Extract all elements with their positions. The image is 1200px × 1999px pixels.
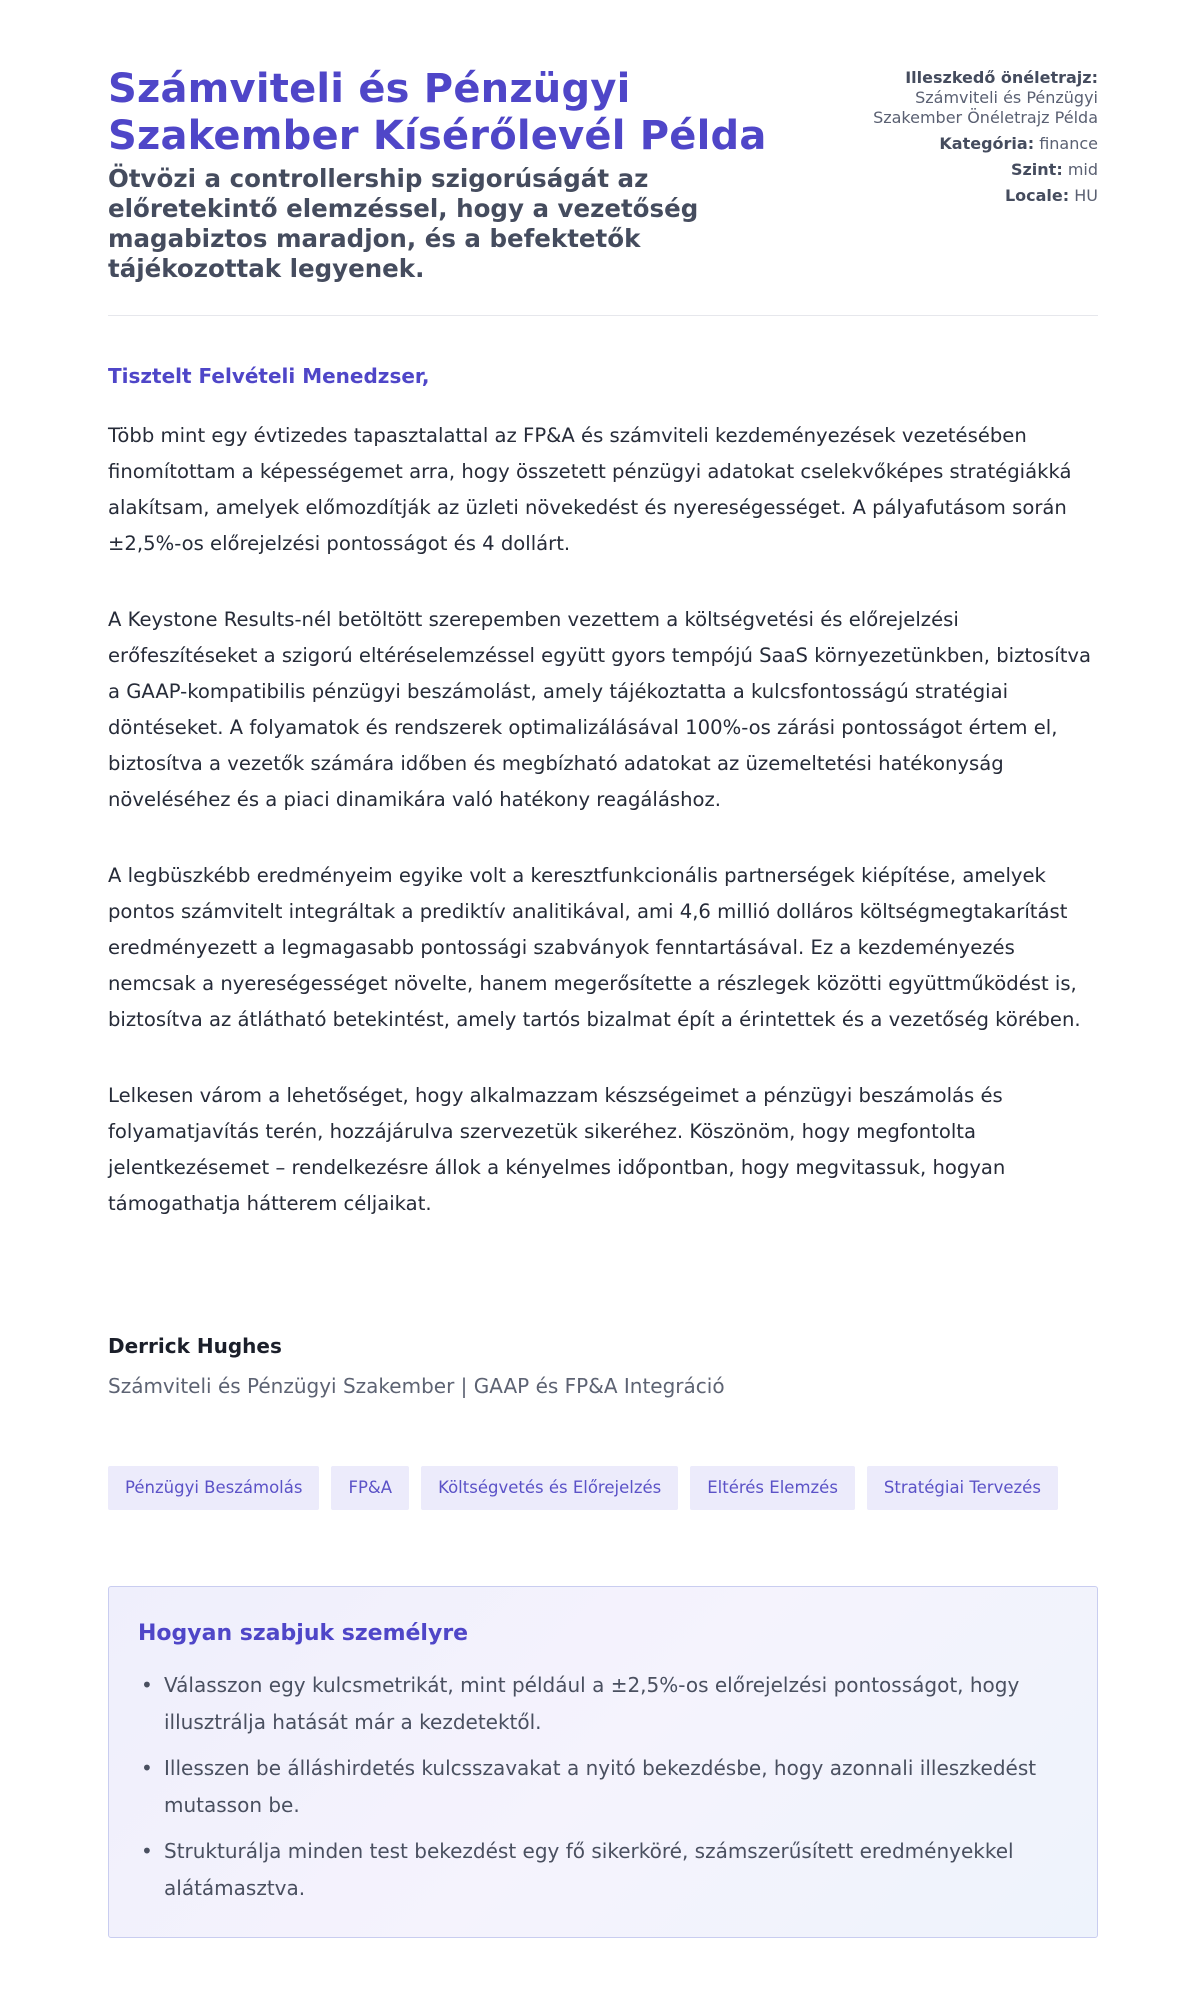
cover-letter-page	[108, 0, 1098, 1900]
letter-paragraph: A Keystone Results-nél betöltött szerepemben vezettem a költségvetési és előrejelzési erőfeszítéseket a szigorú eltéréselemzéssel együtt gyors tempójú SaaS környezetünkben, biztosítva a GAAP-kompatibilis pénzügyi beszámolást, amely tájékoztatta a kulcsfontosságú stratégiai döntéseket. A folyamatok és rendszerek optimalizálásával 100%-os zárási pontosságot értem el, biztosítva a vezetők számára időben és megbízható adatokat az üzemeltetési hatékonyság növeléséhez és a piaci dinamikára való hatékony reagáláshoz.	[108, 608, 1091, 811]
skill-tag[interactable]: Stratégiai Tervezés	[867, 1466, 1058, 1510]
skill-tag[interactable]: Pénzügyi Beszámolás	[108, 1466, 319, 1510]
tip-text: Válasszon egy kulcsmetrikát, mint például a ±2,5%-os előrejelzési pontosságot, hogy illusztrálja hatását már a kezdetektől.	[164, 1673, 1020, 1734]
meta-locale	[868, 186, 1098, 206]
letter-body	[108, 418, 1098, 1262]
tip-item	[138, 1750, 1068, 1824]
bullet-icon: •	[141, 1756, 153, 1780]
page-header	[108, 0, 1098, 316]
title-block	[108, 66, 788, 284]
letter-greeting: Tisztelt Felvételi Menedzser,	[108, 364, 430, 388]
bullet-icon: •	[141, 1839, 153, 1863]
tip-text: Illesszen be álláshirdetés kulcsszavakat a nyitó bekezdésbe, hogy azonnali illeszkedést mutasson be.	[164, 1756, 1037, 1817]
skill-tag[interactable]: Költségvetés és Előrejelzés	[421, 1466, 678, 1510]
signature-name: Derrick Hughes	[108, 1334, 282, 1358]
tip-item	[138, 1667, 1068, 1741]
tips-list	[138, 1667, 1068, 1916]
page-title: Számviteli és Pénzügyi Szakember Kísérőlevél Példa	[108, 66, 767, 159]
meta-category	[868, 134, 1098, 154]
meta-level	[868, 160, 1098, 180]
tips-title: Hogyan szabjuk személyre	[138, 1621, 469, 1646]
skill-tags	[108, 1466, 1058, 1510]
meta-resume	[868, 68, 1098, 128]
meta-category-value: finance	[1039, 134, 1098, 153]
meta-panel	[868, 68, 1098, 212]
meta-resume-label: Illeszkedő önéletrajz:	[905, 68, 1098, 87]
letter-paragraph: A legbüszkébb eredményeim egyike volt a keresztfunkcionális partnerségek kiépítése, amelyek pontos számvitelt integráltak a prediktív analitikával, ami 4,6 millió dolláros költségmegtakarítást eredményezett a legmagasabb pontossági szabványok fenntartásával. Ez a kezdeményezés nemcsak a nyereségességet növelte, hanem megerősítette a részlegek közötti együttműködést is, biztosítva az átlátható betekintést, amely tartós bizalmat épít a érintettek és a vezetőség körében.	[108, 864, 1081, 1031]
skill-tag[interactable]: FP&A	[331, 1466, 409, 1510]
personalization-tips-box	[108, 1586, 1098, 1938]
tip-item	[138, 1833, 1068, 1907]
meta-level-value: mid	[1067, 160, 1098, 179]
page-subtitle: Ötvözi a controllership szigorúságát az előretekintő elemzéssel, hogy a vezetőség magabiztos maradjon, és a befektetők tájékozottak legyenek.	[108, 164, 699, 283]
letter-paragraph: Több mint egy évtizedes tapasztalattal az FP&A és számviteli kezdeményezések vezetésében finomítottam a képességemet arra, hogy összetett pénzügyi adatokat cselekvőképes stratégiákká alakítsam, amelyek előmozdítják az üzleti növekedést és nyereségességet. A pályafutásom során ±2,5%-os előrejelzési pontosságot és 4 dollárt.	[108, 424, 1072, 555]
letter-paragraph: Lelkesen várom a lehetőséget, hogy alkalmazzam készségeimet a pénzügyi beszámolás és folyamatjavítás terén, hozzájárulva szervezetük sikeréhez. Köszönöm, hogy megfontolta jelentkezésemet – rendelkezésre állok a kényelmes időpontban, hogy megvitassuk, hogyan támogathatja hátterem céljaikat.	[108, 1084, 1006, 1215]
tip-text: Strukturálja minden test bekezdést egy fő sikerköré, számszerűsített eredményekkel alátámasztva.	[164, 1839, 1014, 1900]
skill-tag[interactable]: Eltérés Elemzés	[690, 1466, 855, 1510]
meta-level-label: Szint:	[1010, 160, 1063, 179]
meta-locale-value: HU	[1074, 186, 1098, 205]
bullet-icon: •	[141, 1673, 153, 1697]
meta-category-label: Kategória:	[939, 134, 1035, 153]
meta-resume-value[interactable]: Számviteli és Pénzügyi Szakember Önéletrajz Példa	[873, 88, 1098, 127]
signature-role: Számviteli és Pénzügyi Szakember | GAAP és FP&A Integráció	[108, 1374, 725, 1398]
meta-locale-label: Locale:	[1004, 186, 1070, 205]
